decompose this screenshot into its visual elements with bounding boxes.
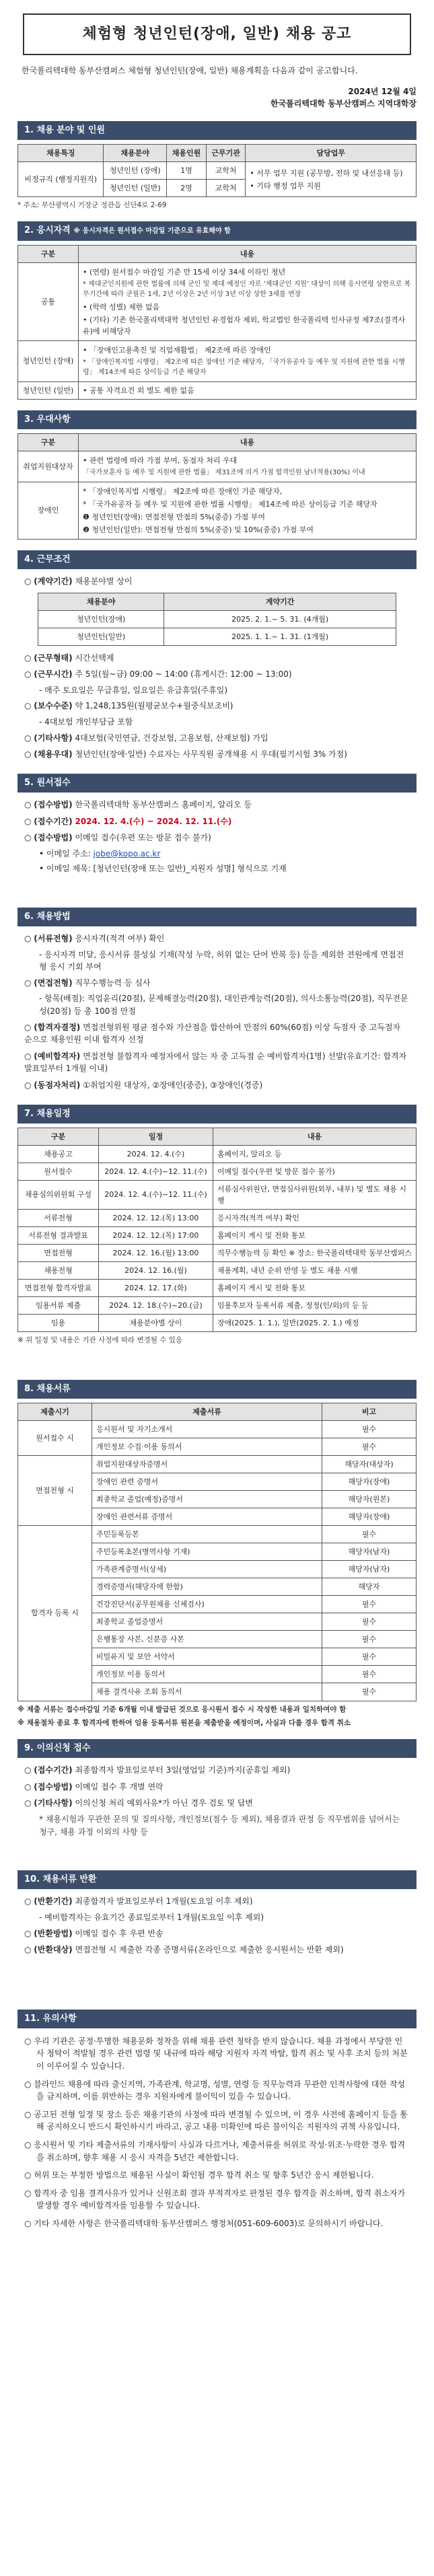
intro-text: 한국폴리텍대학 동부산캠퍼스 체험형 청년인턴(장애, 일반) 채용계획을 다음과 같이 공고합니다. — [22, 66, 358, 76]
schedule-desc: 응시자격(적격 여부) 확인 — [213, 1210, 417, 1227]
condition-text: 시간선택제 — [75, 653, 114, 663]
row-label: 취업지원대상자 — [18, 451, 79, 482]
documents-table — [17, 1403, 417, 1701]
method-sub: - 응시자격 미달, 응시서류 불성실 기재(작성 누락, 허위 없는 단어 반복 등) 등을 제외한 전원에게 면접전형 응시 기회 부여 — [39, 949, 404, 972]
section-4-heading: 4. 근무조건 — [17, 550, 417, 569]
schedule-desc: 장애(2025. 1. 1.), 일반(2025. 2. 1.) 예정 — [213, 1315, 417, 1332]
pref-item: ❷ 청년인턴(일반): 면접전형 만점의 5%(중증) 및 10%(중증) 가점 부여 — [83, 525, 314, 534]
announcement-org: 한국폴리텍대학 동부산캠퍼스 지역대학장 — [270, 99, 417, 109]
apply-label: (접수방법) — [34, 799, 73, 809]
schedule-step: 채용심의위원회 구성 — [18, 1180, 99, 1209]
apply-email: • 이메일 주소: jobe@kopo.ac.kr — [39, 848, 161, 858]
method-label: (합격자결정) — [34, 1022, 81, 1032]
schedule-note: ※ 위 일정 및 내용은 기관 사정에 따라 변경될 수 있음 — [17, 1336, 183, 1345]
doc-name: 최종학교 졸업(예정)증명서 — [92, 1490, 322, 1508]
pref-note: 「국가보훈자 등 예우 및 지원에 관한 법률」 제31조에 의거 가점 합격인원 남녀적용(30%) 이내 — [83, 469, 365, 477]
objection-item: ○ (기타사항) 이의신청 처리 예외사유*가 아닌 경우 검토 및 답변 — [24, 1798, 254, 1808]
col-header: 계약기간 — [164, 593, 396, 610]
common-req: (기타) 기존 한국폴리텍대학 청년인턴 유경험자 제외, 학교법인 한국폴리텍 인사규정 제7조(결격사유)에 비해당자 — [83, 315, 406, 336]
method-item: ○ (합격자결정) 면접전형위원 평균 점수와 가산점을 합산하여 만점의 60%(60점) 이상 득점자 중 고득점자 순으로 채용인원 이내 합격자 선정 — [24, 1022, 401, 1045]
doc-name: 비밀유지 및 보안 서약서 — [92, 1648, 322, 1666]
schedule-date: 2024. 12. 12.(목) 13:00 — [99, 1210, 213, 1227]
method-item: ○ (면접전형) 직무수행능력 등 심사 — [24, 978, 151, 988]
apply-method: ○ (접수방법) 한국폴리텍대학 동부산캠퍼스 홈페이지, 알리오 등 — [24, 799, 252, 809]
return-item: ○ (반환방법) 이메일 접수 후 우편 반송 — [24, 1928, 164, 1938]
doc-remark: 해당자(대상자) — [322, 1455, 417, 1473]
method-item: ○ (예비합격자) 면접전형 불합격자 예정자에서 않는 자 중 고득점 순 예비합격자(1명) 선발(유효기간: 합격자 발표일부터 1개월 이내) — [24, 1051, 407, 1074]
schedule-date: 2024. 12. 17.(화) — [99, 1280, 213, 1297]
table-cell: 교학처 — [206, 162, 246, 180]
col-header: 근무기관 — [206, 145, 246, 162]
col-header: 내용 — [213, 1128, 417, 1145]
doc-remark: 필수 — [322, 1420, 417, 1438]
common-req: (연령) 원서접수 마감일 기준 만 15세 이상 34세 이하인 청년 — [89, 267, 286, 277]
condition-item: ○ (근무형태) 시간선택제 — [24, 653, 114, 663]
condition-sub: - 4대보험 개인부담금 포함 — [39, 717, 133, 727]
method-label: (서류전형) — [34, 934, 73, 944]
eligibility-table — [17, 245, 417, 400]
schedule-step: 채용전형 — [18, 1262, 99, 1280]
section-6-heading: 6. 채용방법 — [17, 908, 417, 926]
method-text: 응시자격(적격 여부) 확인 — [75, 934, 165, 944]
doc-remark: 해당자(장애) — [322, 1473, 417, 1490]
schedule-date: 2024. 12. 16.(월) 13:00 — [99, 1245, 213, 1262]
title-box — [23, 13, 411, 55]
contract-table-wrap — [17, 590, 417, 650]
col-header: 채용인원 — [167, 145, 207, 162]
col-header: 채용분야 — [38, 593, 164, 610]
return-text: 최종합격자 발표일로부터 1개월(토요일 이후 제외) — [75, 1897, 253, 1907]
doc-name: 건강진단서(공무원채용 신체검사) — [92, 1596, 322, 1613]
section-title: 2. 응시자격 — [24, 225, 71, 236]
condition-label: (보수수준) — [34, 701, 73, 711]
table-cell: 청년인턴 (일반) — [104, 180, 167, 197]
doc-name: 은행통장 사본, 신분증 사본 — [92, 1631, 322, 1648]
return-item: ○ (반환기간) 최종합격자 발표일로부터 1개월(토요일 이후 제외) — [24, 1897, 253, 1907]
method-sub: - 항목(배점): 직업윤리(20점), 문제해결능력(20점), 대인관계능력(20점), 의사소통능력(20점), 직무전문성(20점) 등 총 100점 만점 — [39, 994, 408, 1017]
condition-label: (근무시간) — [34, 669, 73, 679]
schedule-date: 2024. 12. 4.(수)~12. 11.(수) — [99, 1163, 213, 1180]
documents-note: ※ 채용절차 종료 후 합격자에 한하여 임용 등록서류 원본을 제출받을 예정이며, 사실과 다를 경우 합격 취소 — [17, 1718, 351, 1727]
objection-item: ○ (접수방법) 이메일 접수 후 개별 연락 — [24, 1781, 164, 1792]
method-text: 직무수행능력 등 심사 — [75, 978, 151, 988]
doc-remark: 해당자(남자) — [322, 1561, 417, 1578]
doc-stage: 합격자 등록 시 — [18, 1526, 92, 1701]
schedule-desc: 임용후보자 등록서류 제출, 정정(인/외)의 등 등 — [213, 1297, 417, 1315]
objection-text: 이의신청 처리 예외사유*가 아닌 경우 검토 및 답변 — [75, 1798, 254, 1808]
method-item: ○ (서류전형) 응시자격(적격 여부) 확인 — [24, 934, 165, 944]
notice-item: ○ 블라인드 채용에 따라 출신지역, 가족관계, 학교명, 성별, 연령 등 직무능력과 무관한 인적사항에 대한 작성을 금지하며, 이를 위반하는 경우 지원자에게 불이익이 있을 수 있습니다. — [24, 2079, 405, 2102]
return-text: 면접전형 시 제출한 각종 증명서류(온라인으로 제출한 응시원서는 반환 제외) — [75, 1945, 344, 1955]
row-label: 장애인 — [18, 482, 79, 539]
doc-name: 개인정보 수집·이용 동의서 — [92, 1438, 322, 1455]
method-text: 면접전형 불합격자 예정자에서 않는 자 중 고득점 순 예비합격자(1명) 선발(유효기간: 합격자 발표일부터 1개월 이내) — [24, 1051, 407, 1074]
doc-name: 장애인 관련서류 증명서 — [92, 1508, 322, 1526]
condition-label: (채용우대) — [34, 749, 73, 760]
doc-remark: 해당자(남자) — [322, 1543, 417, 1561]
condition-text: 4대보험(국민연금, 건강보험, 고용보험, 산재보험) 가입 — [75, 733, 268, 743]
schedule-step: 서류전형 — [18, 1210, 99, 1227]
doc-name: 응시원서 및 자기소개서 — [92, 1420, 322, 1438]
schedule-step: 채용공고 — [18, 1145, 99, 1163]
doc-name: 채용 결격사유 조회 동의서 — [92, 1683, 322, 1701]
method-label: (예비합격자) — [34, 1051, 81, 1061]
table-cell: 1명 — [167, 162, 207, 180]
section-11-heading: 11. 유의사항 — [17, 2010, 417, 2028]
col-header: 비고 — [322, 1403, 417, 1420]
section-10-heading: 10. 채용서류 반환 — [17, 1870, 417, 1889]
doc-name: 주민등록초본(병역사항 기재) — [92, 1543, 322, 1561]
col-header: 일정 — [99, 1128, 213, 1145]
schedule-step: 면접전형 — [18, 1245, 99, 1262]
method-text: 면접전형위원 평균 점수와 가산점을 합산하여 만점의 60%(60점) 이상 득점자 중 고득점자 순으로 채용인원 이내 합격자 선정 — [24, 1022, 401, 1045]
schedule-desc: 채용계획, 내년 순위 반영 등 별도 채용 시행 — [213, 1262, 417, 1280]
col-header: 채용특징 — [18, 145, 104, 162]
duty-item: 기타 행정 업무 지원 — [256, 181, 321, 190]
doc-name: 가족관계증명서(상세) — [92, 1561, 322, 1578]
condition-item: ○ (보수수준) 약 1,248,135원(월평균보수+월중식보조비) — [24, 701, 233, 711]
common-req-note: * 제대군인지원에 관한 법률에 의해 군인 및 제대 예정인 자로 ‘제대군인 지원’ 대상이 의해 응시연령 상한으로 복무기간에 따라 군필은 1세, 2년 이상은 2년 이상 3년 이상 상한 3세를 연장 — [83, 280, 411, 299]
return-sub: - 예비합격자는 유효기간 종료일로부터 1개월(토요일 이후 제외) — [39, 1912, 264, 1922]
method-text: ①취업지원 대상자, ②장애인(중증), ③장애인(경증) — [83, 1080, 263, 1091]
table-cell: • 「장애인고용촉진 및 직업재활법」 제2조에 따른 장애인 * 「장애인복지법 시행령」 제2조에 따른 장애인 기준 해당자, 「국가유공자 등 예우 및 지원에 관한 법률 시행령」 제14조에 따른 상이등급 기준 해당자 — [79, 340, 417, 381]
return-label: (반환기간) — [34, 1897, 73, 1907]
schedule-desc: 홈페이지, 알리오 등 — [213, 1145, 417, 1163]
schedule-step: 임용서류 제출 — [18, 1297, 99, 1315]
pref-item: 관련 법령에 따라 가점 부여, 동점자 처리 우대 — [89, 456, 238, 466]
apply-docs-text: 이메일 제목: [청년인턴(장애 또는 일반)_지원자 성명] 형식으로 기재 — [46, 864, 287, 874]
return-text: 이메일 접수 후 우편 반송 — [75, 1928, 164, 1938]
recruit-table — [17, 144, 417, 197]
apply-how: ○ (접수방법) 이메일 접수(우편 또는 방문 접수 불가) — [24, 833, 211, 843]
objection-item: ○ (접수기간) 최종합격자 발표일로부터 3일(영업일 기준)까지(공휴일 제외) — [24, 1765, 291, 1775]
method-item: ○ (동점자처리) ①취업지원 대상자, ②장애인(중증), ③장애인(경증) — [24, 1080, 263, 1091]
section-1-heading: 1. 채용 분야 및 인원 — [17, 121, 417, 140]
schedule-date: 채용분야별 상이 — [99, 1315, 213, 1332]
announcement-date: 2024년 12월 4일 — [348, 86, 417, 96]
pref-item: ❶ 청년인턴(장애): 면접전형 만점의 5%(중증) 가점 부여 — [83, 512, 266, 521]
section-note: ※ 응시자격은 원서접수 마감일 기준으로 유효해야 함 — [73, 227, 231, 235]
condition-item: ○ (근무시간) 주 5일(월~금) 09:00 ~ 14:00 (휴게시간: 12:00 ~ 13:00) — [24, 669, 292, 679]
pref-item: 장애인복지법 시행령」 제2조에 따른 장애인 기준 해당자, — [96, 486, 283, 496]
col-header: 구분 — [18, 1128, 99, 1145]
doc-stage: 면접전형 시 — [18, 1455, 92, 1525]
row-label: 청년인턴 (일반) — [18, 381, 79, 399]
schedule-date: 2024. 12. 18.(수)~20.(금) — [99, 1297, 213, 1315]
table-cell: 청년인턴(장애) — [38, 610, 164, 628]
schedule-desc: 직무수행능력 등 확인 ※ 장소: 한국폴리텍대학 동부산캠퍼스 — [213, 1245, 417, 1262]
notice-item: ○ 우리 기관은 공정·투명한 채용문화 정착을 위해 채용 관련 청탁을 받지 않습니다. 채용 과정에서 부당한 인사 청탁이 적발될 경우 관련 법령 및 내규에 따라 해당 지원자 자격 박탈, 합격 취소 및 사후 조치 등의 처분이 이루어질 수 있습니다. — [24, 2036, 408, 2071]
spacer — [17, 1839, 417, 1860]
documents-note: ※ 제출 서류는 접수마감일 기준 6개월 이내 발급된 것으로 응시원서 접수 시 작성한 내용과 일치하여야 함 — [17, 1705, 347, 1714]
objection-sub: * 채용시험과 무관한 문의 및 질의사항, 개인정보(점수 등 제외), 채용결과 판정 등 직무범위를 넘어서는 청구, 채용 과정 이외의 사항 등 — [39, 1814, 400, 1837]
schedule-step: 원서접수 — [18, 1163, 99, 1180]
apply-period-value: 2024. 12. 4.(수) ~ 2024. 12. 11.(수) — [75, 816, 232, 826]
duty-item: 서무 업무 지원 (공무방, 전하 및 내선응대 등) — [256, 168, 403, 178]
condition-label: (계약기간) — [34, 576, 73, 586]
objection-text: 이메일 접수 후 개별 연락 — [75, 1781, 164, 1792]
col-header: 제출시기 — [18, 1403, 92, 1420]
duties-cell: • 서무 업무 지원 (공무방, 전하 및 내선응대 등) • 기타 행정 업무 지원 — [246, 162, 417, 197]
section-5-heading: 5. 원서접수 — [17, 774, 417, 793]
col-header: 구분 — [18, 245, 79, 262]
notice-item: ○ 기타 자세한 사항은 한국폴리텍대학 동부산캠퍼스 행정처(051-609-6003)로 문의하시기 바랍니다. — [24, 2218, 384, 2228]
address-note: * 주소: 부산광역시 기장군 정관읍 신단4로 2-69 — [17, 201, 167, 210]
apply-label: (접수방법) — [34, 833, 73, 843]
doc-remark: 필수 — [322, 1683, 417, 1701]
doc-remark: 필수 — [322, 1613, 417, 1631]
doc-name: 최종학교 졸업증명서 — [92, 1613, 322, 1631]
spacer — [17, 1958, 417, 1999]
col-header: 제출서류 — [92, 1403, 322, 1420]
section-8-heading: 8. 채용서류 — [17, 1380, 417, 1399]
section-7-heading: 7. 채용일정 — [17, 1105, 417, 1124]
spacer — [17, 1349, 417, 1369]
table-cell: • 공통 자격요건 외 별도 제한 없음 — [79, 381, 417, 399]
doc-remark: 해당자(장애) — [322, 1508, 417, 1526]
general-req: 공통 자격요건 외 별도 제한 없음 — [89, 385, 194, 395]
table-cell: 비정규직 (행정지원직) — [18, 162, 104, 197]
notice-list — [17, 2032, 417, 2233]
contract-table — [38, 593, 396, 646]
email-link[interactable]: jobe@kopo.ac.kr — [93, 848, 161, 858]
condition-item: ○ (기타사항) 4대보험(국민연금, 건강보험, 고용보험, 산재보험) 가입 — [24, 733, 268, 743]
table-cell: • 관련 법령에 따라 가점 부여, 동점자 처리 우대 「국가보훈자 등 예우 및 지원에 관한 법률」 제31조에 의거 가점 합격인원 남녀적용(30%) 이내 — [79, 451, 417, 482]
doc-remark: 해당자(원본) — [322, 1490, 417, 1508]
table-cell: 청년인턴 (장애) — [104, 162, 167, 180]
apply-text: 한국폴리텍대학 동부산캠퍼스 홈페이지, 알리오 등 — [75, 799, 252, 809]
disabled-req-note: 장애인복지법 시행령」 제2조에 따른 장애인 기준 해당자, 「국가유공자 등 예우 및 지원에 관한 법률 시행령」 제14조에 따른 상이등급 기준 해당자 — [83, 358, 405, 377]
schedule-step: 면접전형 합격자발표 — [18, 1280, 99, 1297]
notice-item: ○ 허위 또는 부정한 방법으로 채용된 사실이 확인될 경우 합격 취소 및 향후 5년간 응시 제한됩니다. — [24, 2170, 374, 2180]
table-cell: 교학처 — [206, 180, 246, 197]
table-cell: • (연령) 원서접수 마감일 기준 만 15세 이상 34세 이하인 청년 * 제대군인지원에 관한 법률에 의해 군인 및 제대 예정인 자로 ‘제대군인 지원’ 대상이 의해 응시연령 상한으로 복무기간에 따라 군필은 1세, 2년 이상은 2년 이상 3년 이상 상한 3세를 연장 • (학력 성별) 제한 없음 • (기타) 기존 한국폴리텍대학 청년인턴 유경험자 제외, 학교법인 한국폴리텍 인사규정 제7조(결격사유)에 비해당자 — [79, 262, 417, 340]
doc-remark: 필수 — [322, 1438, 417, 1455]
doc-remark: 필수 — [322, 1648, 417, 1666]
doc-remark: 해당자 — [322, 1578, 417, 1596]
schedule-desc: 서류심사위원단, 면접심사위원(외부, 내부) 및 별도 채용 시행 — [213, 1180, 417, 1209]
doc-stage: 원서접수 시 — [18, 1420, 92, 1455]
col-header: 담당업무 — [246, 145, 417, 162]
row-label: 공통 — [18, 262, 79, 340]
condition-text: 청년인턴(장애·일반) 수료자는 사무직원 공개채용 시 우대(필기시험 3% 가점) — [75, 749, 347, 760]
objection-label: (접수방법) — [34, 1781, 73, 1792]
doc-name: 장애인 관련 증명서 — [92, 1473, 322, 1490]
schedule-date: 2024. 12. 4.(수)~12. 11.(수) — [99, 1180, 213, 1209]
common-req: (학력 성별) 제한 없음 — [89, 302, 160, 311]
return-label: (반환방법) — [34, 1928, 73, 1938]
condition-text: 약 1,248,135원(월평균보수+월중식보조비) — [75, 701, 233, 711]
section-3-heading: 3. 우대사항 — [17, 410, 417, 429]
page-title: 체험형 청년인턴(장애, 일반) 채용 공고 — [82, 26, 352, 42]
apply-period: ○ (접수기간) 2024. 12. 4.(수) ~ 2024. 12. 11.(수) — [24, 816, 232, 826]
table-cell: 청년인턴(일반) — [38, 628, 164, 645]
objection-text: 최종합격자 발표일로부터 3일(영업일 기준)까지(공휴일 제외) — [75, 1765, 291, 1775]
schedule-date: 2024. 12. 16.(월) — [99, 1262, 213, 1280]
table-cell: 2025. 2. 1.~ 5. 31. (4개월) — [164, 610, 396, 628]
apply-label: (접수기간) — [34, 816, 73, 826]
notice-item: ○ 응시원서 및 기타 제출서류의 기재사항이 사실과 다르거나, 제출서류를 허위로 작성·위조·누락한 경우 합격을 취소하며, 향후 채용 시 응시 자격을 5년간 제한합니다. — [24, 2139, 406, 2162]
table-cell: * 「장애인복지법 시행령」 제2조에 따른 장애인 기준 해당자, * 「국가유공자 등 예우 및 지원에 관한 법률 시행령」 제14조에 따른 상이등급 기준 해당자 ❶ 청년인턴(장애): 면접전형 만점의 5%(중증) 가점 부여 ❷ 청년인턴(일반): 면접전형 만점의 5%(중증) 및 10%(중증) 가점 부여 — [79, 482, 417, 539]
condition-label: (근무형태) — [34, 653, 73, 663]
preference-table — [17, 433, 417, 540]
schedule-desc: 홈페이지 게시 및 전화 통보 — [213, 1227, 417, 1245]
condition-sub: - 매주 토요일은 무급휴일, 일요일은 유급휴일(주휴일) — [39, 685, 228, 695]
method-label: (동점자처리) — [34, 1080, 81, 1091]
return-item: ○ (반환대상) 면접전형 시 제출한 각종 증명서류(온라인으로 제출한 응시원서는 반환 제외) — [24, 1945, 344, 1955]
doc-remark: 필수 — [322, 1596, 417, 1613]
email-label: 이메일 주소: — [46, 848, 91, 858]
doc-remark: 필수 — [322, 1526, 417, 1543]
objection-label: (기타사항) — [34, 1798, 73, 1808]
condition-item: ○ (계약기간) 채용분야별 상이 — [24, 576, 133, 586]
condition-text: 주 5일(월~금) 09:00 ~ 14:00 (휴게시간: 12:00 ~ 13:00) — [75, 669, 292, 679]
schedule-desc: 이메일 접수(우편 및 방문 접수 불가) — [213, 1163, 417, 1180]
col-header: 채용분야 — [104, 145, 167, 162]
doc-remark: 필수 — [322, 1631, 417, 1648]
condition-text: 채용분야별 상이 — [75, 576, 133, 586]
schedule-step: 서류전형 결과발표 — [18, 1227, 99, 1245]
doc-remark: 필수 — [322, 1666, 417, 1683]
spacer — [17, 877, 417, 897]
pref-item: 국가유공자 등 예우 및 지원에 관한 법률 시행령」 제14조에 따른 상이등급 기준 해당자 — [96, 499, 377, 509]
return-label: (반환대상) — [34, 1945, 73, 1955]
schedule-step: 임용 — [18, 1315, 99, 1332]
col-header: 내용 — [79, 434, 417, 451]
doc-name: 경력증명서(해당자에 한함) — [92, 1578, 322, 1596]
col-header: 내용 — [79, 245, 417, 262]
apply-docs: • 이메일 제목: [청년인턴(장애 또는 일반)_지원자 성명] 형식으로 기재 — [39, 864, 287, 874]
notice-item: ○ 합격자 중 임용 결격사유가 있거나 신원조회 결과 부적격자로 판정된 경우 합격을 취소하며, 합격 취소자가 발생할 경우 예비합격자를 임용할 수 있습니다. — [24, 2188, 406, 2211]
section-2-heading — [17, 221, 417, 240]
apply-text: 이메일 접수(우편 또는 방문 접수 불가) — [75, 833, 211, 843]
row-label: 청년인턴 (장애) — [18, 340, 79, 381]
notice-item: ○ 공고된 전형 일정 및 장소 등은 채용기관의 사정에 따라 변경될 수 있으며, 이 경우 사전에 홈페이지 등을 통해 공지하오니 반드시 확인하시기 바라고, 공고 내용 미확인에 따른 불이익은 지원자의 귀책 사유입니다. — [24, 2109, 408, 2132]
schedule-table — [17, 1128, 417, 1333]
table-cell: 2025. 1. 1.~ 1. 31. (1개월) — [164, 628, 396, 645]
disabled-req: 장애인고용촉진 및 직업재활법」 제2조에 따른 장애인 — [97, 345, 271, 355]
schedule-date: 2024. 12. 4.(수) — [99, 1145, 213, 1163]
col-header: 구분 — [18, 434, 79, 451]
condition-item: ○ (채용우대) 청년인턴(장애·일반) 수료자는 사무직원 공개채용 시 우대(필기시험 3% 가점) — [24, 749, 347, 760]
schedule-date: 2024. 12. 12.(목) 17:00 — [99, 1227, 213, 1245]
objection-label: (접수기간) — [34, 1765, 73, 1775]
method-label: (면접전형) — [34, 978, 73, 988]
doc-name: 주민등록등본 — [92, 1526, 322, 1543]
section-9-heading: 9. 이의신청 접수 — [17, 1739, 417, 1758]
table-cell: 2명 — [167, 180, 207, 197]
doc-name: 취업지원대상자증명서 — [92, 1455, 322, 1473]
schedule-desc: 홈페이지 게시 및 전화 통보 — [213, 1280, 417, 1297]
doc-name: 개인정보 이용 동의서 — [92, 1666, 322, 1683]
condition-label: (기타사항) — [34, 733, 73, 743]
